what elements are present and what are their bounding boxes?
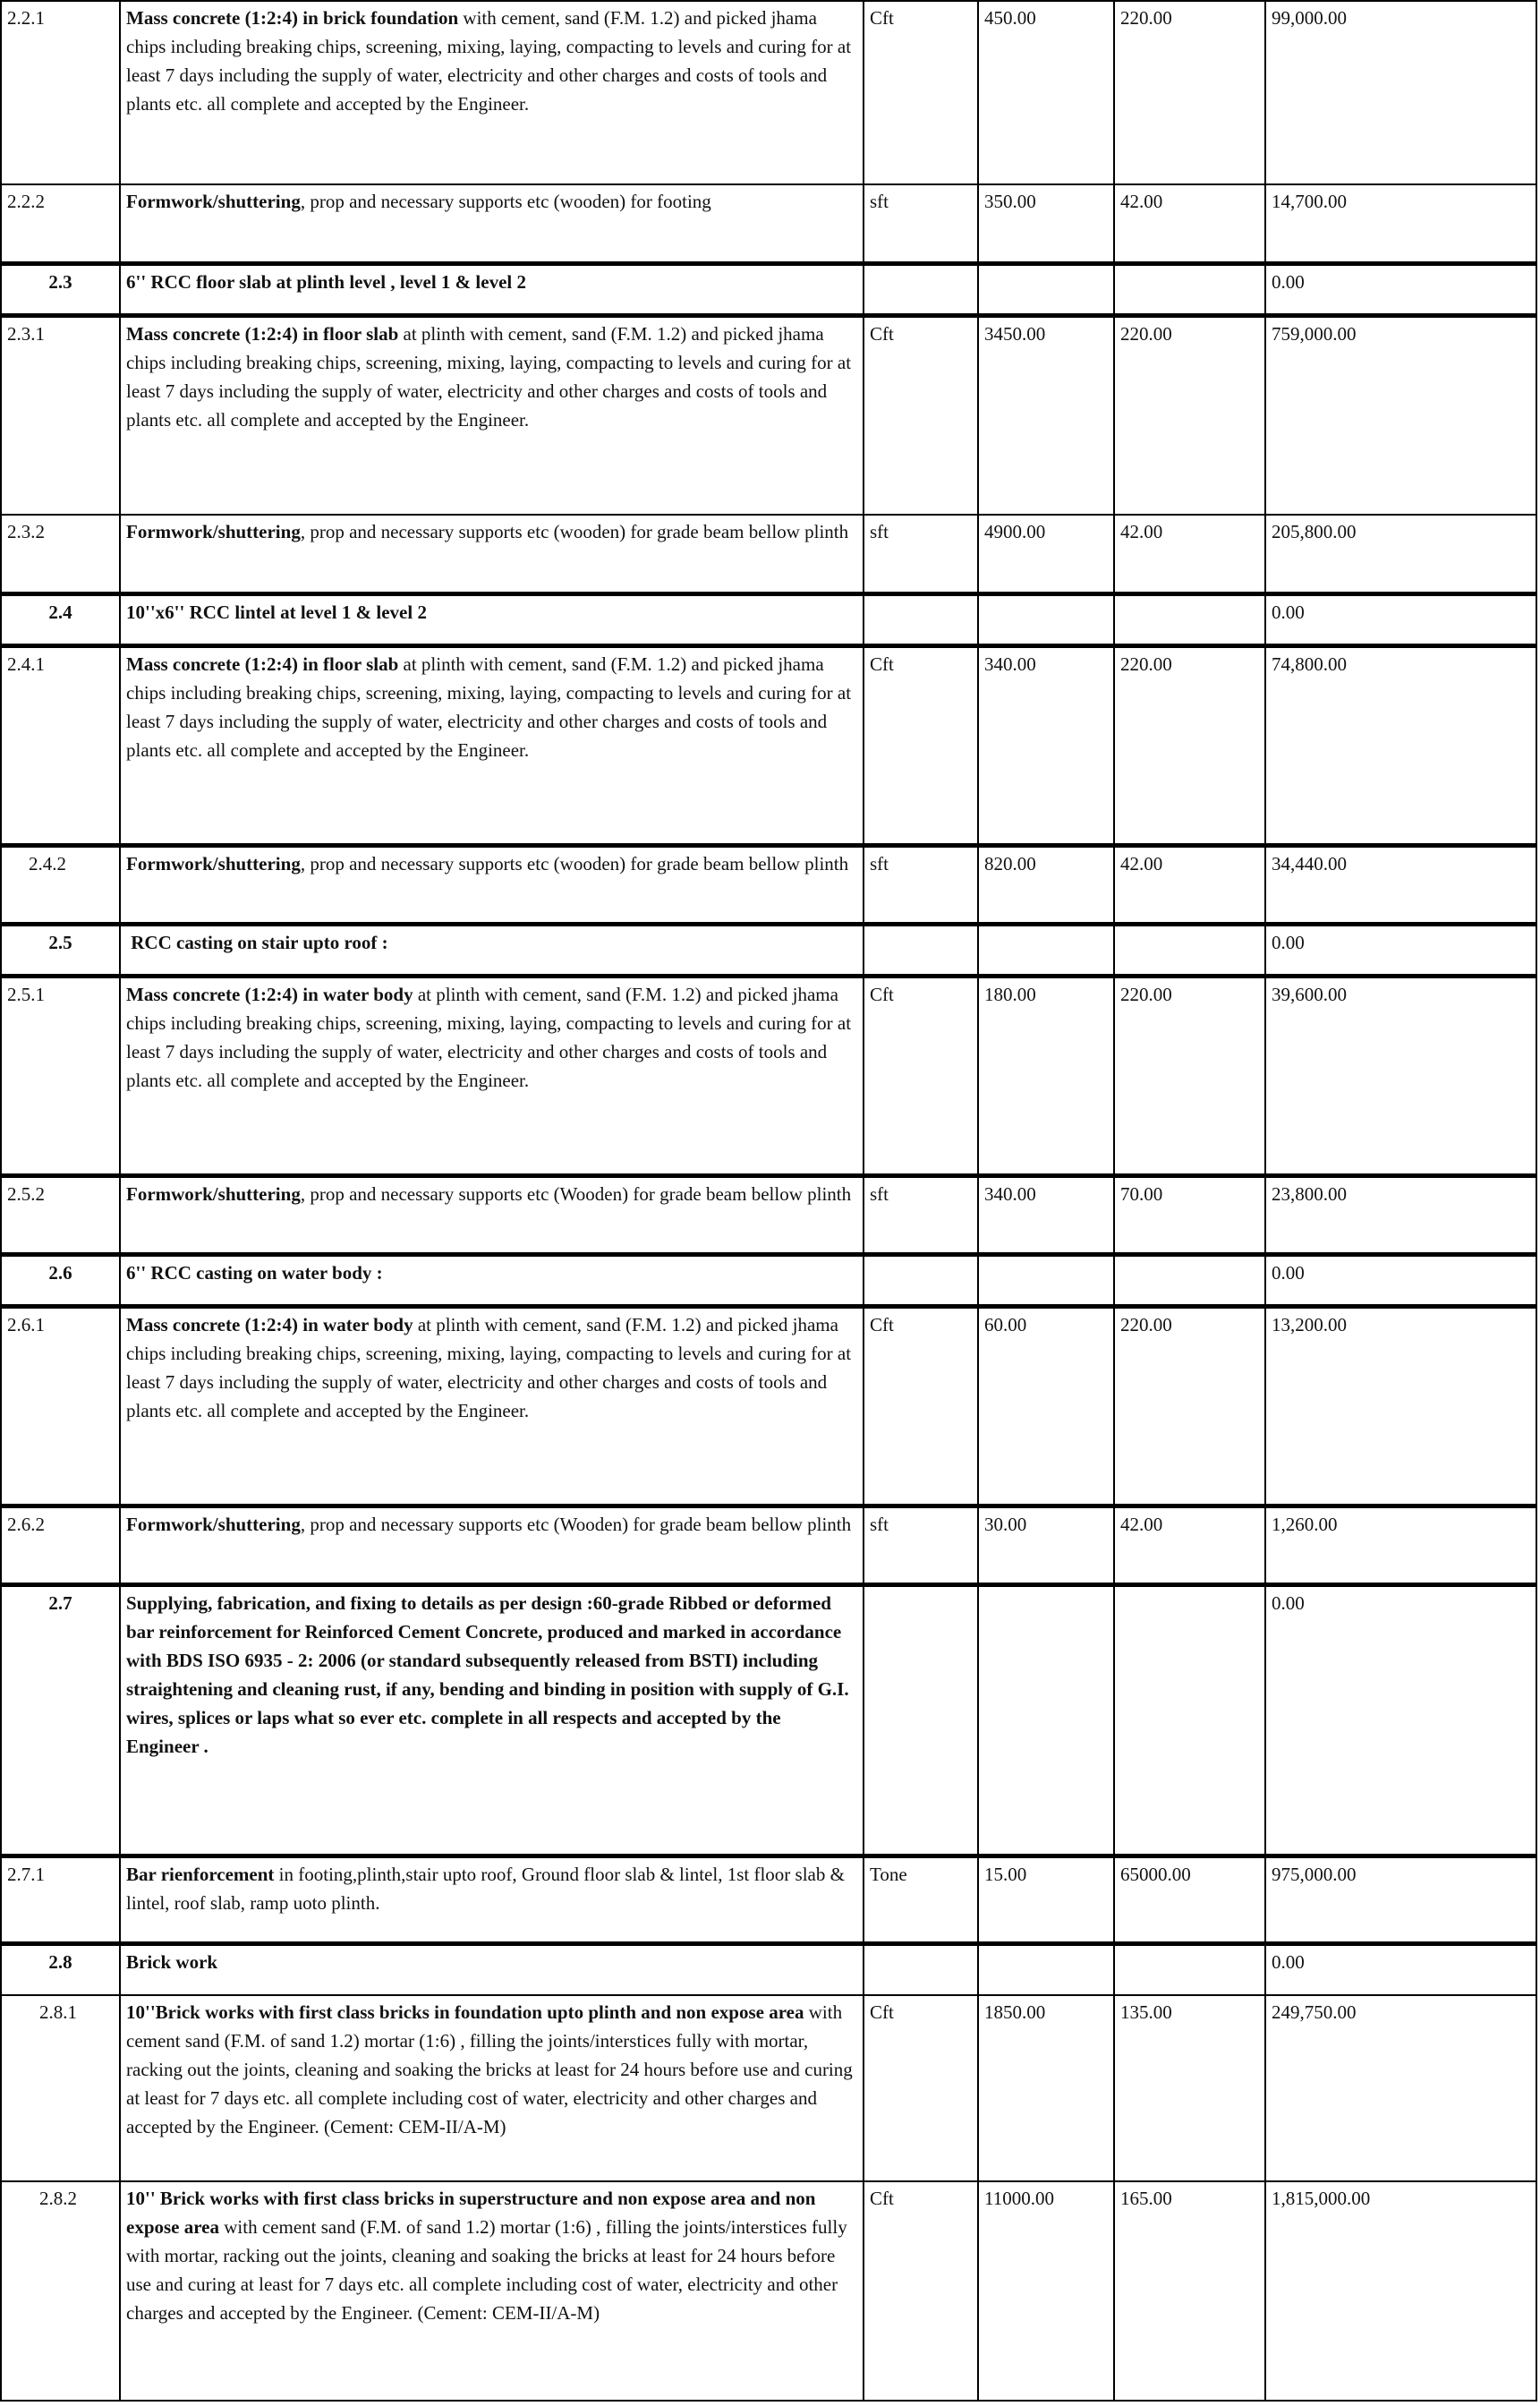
item-quantity xyxy=(978,1943,1114,1995)
item-quantity: 15.00 xyxy=(978,1856,1114,1943)
item-description-text: at plinth with cement, sand (F.M. 1.2) and picked jhama chips including breaking chips, screening, mixing, laying, compacting to levels and curing for at least 7 days including the supply of water, electricity and other charges and costs of tools and plants etc. all complete and accepted by the Engineer. xyxy=(126,653,852,761)
item-rate xyxy=(1114,924,1265,976)
item-description xyxy=(120,2181,864,2401)
item-quantity xyxy=(978,924,1114,976)
item-amount: 23,800.00 xyxy=(1265,1175,1536,1254)
item-description xyxy=(120,1506,864,1584)
item-description-bold: Mass concrete (1:2:4) in floor slab xyxy=(126,322,399,345)
section-row xyxy=(1,1943,1536,1995)
item-amount: 13,200.00 xyxy=(1265,1306,1536,1506)
item-rate: 42.00 xyxy=(1114,845,1265,924)
item-description xyxy=(120,845,864,924)
item-description xyxy=(120,1175,864,1254)
item-description-text: at plinth with cement, sand (F.M. 1.2) and picked jhama chips including breaking chips, screening, mixing, laying, compacting to levels and curing for at least 7 days including the supply of water, electricity and other charges and costs of tools and plants etc. all complete and accepted by the Engineer. xyxy=(126,1313,852,1421)
item-number: 2.8.1 xyxy=(1,1995,120,2181)
item-description-text: at plinth with cement, sand (F.M. 1.2) and picked jhama chips including breaking chips, screening, mixing, laying, compacting to levels and curing for at least 7 days including the supply of water, electricity and other charges and costs of tools and plants etc. all complete and accepted by the Engineer. xyxy=(126,322,852,431)
item-unit: Cft xyxy=(864,1995,978,2181)
item-description xyxy=(120,1995,864,2181)
item-rate xyxy=(1114,593,1265,645)
item-quantity: 350.00 xyxy=(978,184,1114,263)
item-description-text: , prop and necessary supports etc (Wooden) for grade beam bellow plinth xyxy=(300,1513,852,1535)
item-quantity xyxy=(978,1584,1114,1856)
item-number: 2.5.1 xyxy=(1,976,120,1175)
item-amount: 99,000.00 xyxy=(1265,1,1536,184)
item-amount: 74,800.00 xyxy=(1265,645,1536,845)
item-unit: Cft xyxy=(864,1,978,184)
item-amount: 1,815,000.00 xyxy=(1265,2181,1536,2401)
item-description xyxy=(120,1,864,184)
item-rate: 165.00 xyxy=(1114,2181,1265,2401)
item-description-text: , prop and necessary supports etc (wooden) for footing xyxy=(300,191,711,212)
table-row xyxy=(1,1506,1536,1584)
item-rate: 42.00 xyxy=(1114,184,1265,263)
item-description-text: at plinth with cement, sand (F.M. 1.2) and picked jhama chips including breaking chips, screening, mixing, laying, compacting to levels and curing for at least 7 days including the supply of water, electricity and other charges and costs of tools and plants etc. all complete and accepted by the Engineer. xyxy=(126,983,852,1091)
section-row xyxy=(1,1584,1536,1856)
item-amount: 249,750.00 xyxy=(1265,1995,1536,2181)
section-number: 2.3 xyxy=(1,263,120,315)
item-unit: sft xyxy=(864,184,978,263)
item-amount: 975,000.00 xyxy=(1265,1856,1536,1943)
item-unit xyxy=(864,263,978,315)
item-unit: Cft xyxy=(864,1306,978,1506)
item-rate: 220.00 xyxy=(1114,1,1265,184)
boq-body xyxy=(1,1,1536,2401)
item-number: 2.5.2 xyxy=(1,1175,120,1254)
item-number: 2.6.1 xyxy=(1,1306,120,1506)
item-description xyxy=(120,1306,864,1506)
item-rate xyxy=(1114,1254,1265,1306)
item-description-text: in footing,plinth,stair upto roof, Ground floor slab & lintel, 1st floor slab & lintel, roof slab, ramp uoto plinth. xyxy=(126,1863,845,1914)
item-number: 2.7.1 xyxy=(1,1856,120,1943)
item-quantity xyxy=(978,263,1114,315)
item-amount: 1,260.00 xyxy=(1265,1506,1536,1584)
item-quantity: 3450.00 xyxy=(978,315,1114,515)
item-quantity: 60.00 xyxy=(978,1306,1114,1506)
item-rate: 70.00 xyxy=(1114,1175,1265,1254)
item-unit: Tone xyxy=(864,1856,978,1943)
item-quantity xyxy=(978,1254,1114,1306)
item-description-text: , prop and necessary supports etc (Wooden) for grade beam bellow plinth xyxy=(300,1182,852,1205)
item-description xyxy=(120,645,864,845)
item-description xyxy=(120,184,864,263)
table-row xyxy=(1,845,1536,924)
section-heading: Brick work xyxy=(120,1943,864,1995)
item-number: 2.2.2 xyxy=(1,184,120,263)
section-heading: RCC casting on stair upto roof : xyxy=(120,924,864,976)
item-amount: 205,800.00 xyxy=(1265,515,1536,593)
item-quantity: 30.00 xyxy=(978,1506,1114,1584)
item-rate: 65000.00 xyxy=(1114,1856,1265,1943)
item-quantity: 11000.00 xyxy=(978,2181,1114,2401)
table-row xyxy=(1,184,1536,263)
item-description xyxy=(120,976,864,1175)
item-description-bold: Mass concrete (1:2:4) in water body xyxy=(126,983,413,1005)
item-quantity: 340.00 xyxy=(978,1175,1114,1254)
item-unit xyxy=(864,1943,978,1995)
item-rate xyxy=(1114,1943,1265,1995)
item-description-bold: 10''Brick works with first class bricks in foundation upto plinth and non expose area xyxy=(126,2001,804,2023)
item-rate: 220.00 xyxy=(1114,1306,1265,1506)
section-heading: 6'' RCC casting on water body : xyxy=(120,1254,864,1306)
table-row xyxy=(1,645,1536,845)
item-amount: 0.00 xyxy=(1265,1943,1536,1995)
item-rate: 220.00 xyxy=(1114,645,1265,845)
item-amount: 0.00 xyxy=(1265,924,1536,976)
item-quantity: 450.00 xyxy=(978,1,1114,184)
item-unit: Cft xyxy=(864,645,978,845)
item-quantity: 1850.00 xyxy=(978,1995,1114,2181)
section-row xyxy=(1,1254,1536,1306)
item-number: 2.4.1 xyxy=(1,645,120,845)
item-number: 2.2.1 xyxy=(1,1,120,184)
item-description-bold: 10'' Brick works with first class bricks in superstructure and non expose area and non expose area xyxy=(126,2188,816,2238)
item-unit xyxy=(864,1254,978,1306)
item-description-bold: Formwork/shuttering xyxy=(126,1182,301,1205)
item-quantity xyxy=(978,593,1114,645)
item-description-text: with cement sand (F.M. of sand 1.2) mortar (1:6) , filling the joints/interstices fully with mortar, racking out the joints, cleaning and soaking the bricks at least for 24 hours before use and curing at least for 7 days etc. all complete including cost of water, electricity and other charges and accepted by the Engineer. (Cement: CEM-II/A-M) xyxy=(126,2001,853,2137)
item-rate: 220.00 xyxy=(1114,976,1265,1175)
table-row xyxy=(1,1995,1536,2181)
item-quantity: 340.00 xyxy=(978,645,1114,845)
item-description-text: with cement sand (F.M. of sand 1.2) mortar (1:6) , filling the joints/interstices fully with mortar, racking out the joints, cleaning and soaking the bricks at least for 24 hours before use and curing at least for 7 days etc. all complete including cost of water, electricity and other charges and accepted by the Engineer. (Cement: CEM-II/A-M) xyxy=(126,2216,847,2324)
item-quantity: 820.00 xyxy=(978,845,1114,924)
item-unit: Cft xyxy=(864,976,978,1175)
item-number: 2.6.2 xyxy=(1,1506,120,1584)
section-number: 2.5 xyxy=(1,924,120,976)
item-unit: sft xyxy=(864,845,978,924)
table-row xyxy=(1,1306,1536,1506)
item-amount: 34,440.00 xyxy=(1265,845,1536,924)
item-unit xyxy=(864,924,978,976)
table-row xyxy=(1,515,1536,593)
item-description xyxy=(120,315,864,515)
item-unit: Cft xyxy=(864,315,978,515)
item-description-bold: Formwork/shuttering xyxy=(126,191,301,212)
item-description-text: , prop and necessary supports etc (wooden) for grade beam bellow plinth xyxy=(300,852,849,875)
item-description-text: with cement, sand (F.M. 1.2) and picked jhama chips including breaking chips, screening, mixing, laying, compacting to levels and curing for at least 7 days including the supply of water, electricity and other charges and costs of tools and plants etc. all complete and accepted by the Engineer. xyxy=(126,7,852,115)
section-number: 2.4 xyxy=(1,593,120,645)
item-description-bold: Formwork/shuttering xyxy=(126,521,301,542)
table-row xyxy=(1,1,1536,184)
table-row xyxy=(1,976,1536,1175)
item-amount: 14,700.00 xyxy=(1265,184,1536,263)
item-rate: 42.00 xyxy=(1114,515,1265,593)
item-rate xyxy=(1114,263,1265,315)
item-rate: 42.00 xyxy=(1114,1506,1265,1584)
item-amount: 0.00 xyxy=(1265,1254,1536,1306)
section-row xyxy=(1,593,1536,645)
item-description xyxy=(120,515,864,593)
section-row xyxy=(1,263,1536,315)
item-description-bold: Bar rienforcement xyxy=(126,1863,275,1885)
item-amount: 39,600.00 xyxy=(1265,976,1536,1175)
item-quantity: 4900.00 xyxy=(978,515,1114,593)
item-number: 2.4.2 xyxy=(1,845,120,924)
item-description-text: , prop and necessary supports etc (wooden) for grade beam bellow plinth xyxy=(300,521,849,542)
item-description xyxy=(120,1856,864,1943)
section-heading: 6'' RCC floor slab at plinth level , level 1 & level 2 xyxy=(120,263,864,315)
item-unit xyxy=(864,593,978,645)
section-number: 2.8 xyxy=(1,1943,120,1995)
item-description-bold: Mass concrete (1:2:4) in water body xyxy=(126,1313,413,1335)
section-row xyxy=(1,924,1536,976)
item-rate xyxy=(1114,1584,1265,1856)
item-rate: 135.00 xyxy=(1114,1995,1265,2181)
item-number: 2.3.2 xyxy=(1,515,120,593)
item-unit: sft xyxy=(864,1175,978,1254)
table-row xyxy=(1,1175,1536,1254)
item-description-bold: Mass concrete (1:2:4) in floor slab xyxy=(126,653,399,675)
table-row xyxy=(1,1856,1536,1943)
section-number: 2.7 xyxy=(1,1584,120,1856)
section-heading: 10''x6'' RCC lintel at level 1 & level 2 xyxy=(120,593,864,645)
item-unit: sft xyxy=(864,1506,978,1584)
item-amount: 0.00 xyxy=(1265,593,1536,645)
item-amount: 0.00 xyxy=(1265,263,1536,315)
item-number: 2.3.1 xyxy=(1,315,120,515)
item-number: 2.8.2 xyxy=(1,2181,120,2401)
item-rate: 220.00 xyxy=(1114,315,1265,515)
section-number: 2.6 xyxy=(1,1254,120,1306)
item-amount: 0.00 xyxy=(1265,1584,1536,1856)
item-description-bold: Formwork/shuttering xyxy=(126,1513,301,1535)
item-amount: 759,000.00 xyxy=(1265,315,1536,515)
table-row xyxy=(1,315,1536,515)
table-row xyxy=(1,2181,1536,2401)
item-description-bold: Formwork/shuttering xyxy=(126,852,301,875)
item-description-bold: Mass concrete (1:2:4) in brick foundation xyxy=(126,7,459,29)
item-unit: Cft xyxy=(864,2181,978,2401)
item-unit: sft xyxy=(864,515,978,593)
section-heading: Supplying, fabrication, and fixing to details as per design :60-grade Ribbed or deformed bar reinforcement for Reinforced Cement Concrete, produced and marked in accordance with BDS ISO 6935 - 2: 2006 (or standard subsequently released from BSTI) including straightening and cleaning rust, if any, bending and binding in position with supply of G.I. wires, splices or laps what so ever etc. complete in all respects and accepted by the Engineer . xyxy=(120,1584,864,1856)
item-unit xyxy=(864,1584,978,1856)
item-quantity: 180.00 xyxy=(978,976,1114,1175)
